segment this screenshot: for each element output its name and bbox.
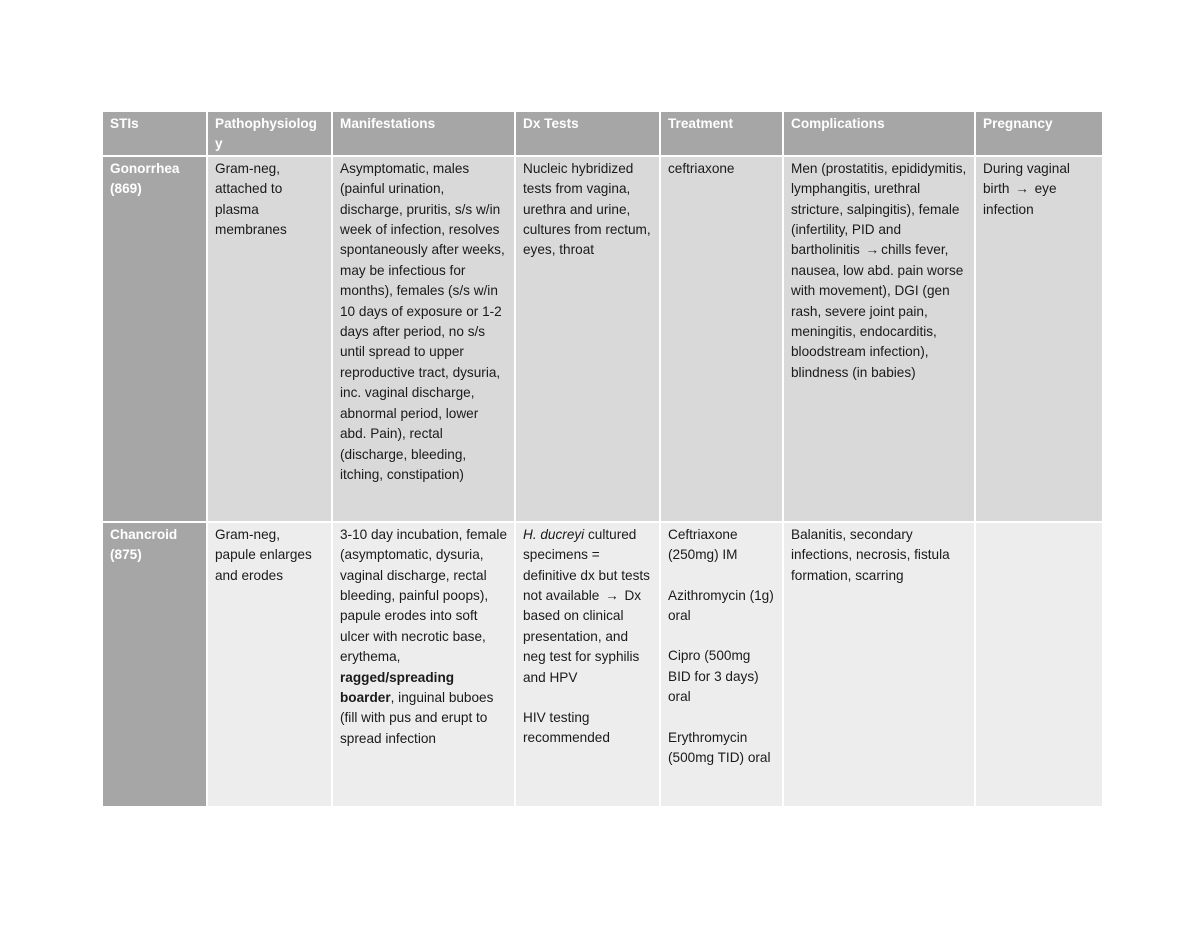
complications-text-part2: chills fever, nausea, low abd. pain worse with movement), DGI (gen rash, severe joint pain, meningitis, endocarditis, bloodstream infection), blindness (in babies) xyxy=(791,242,964,380)
complications-cell xyxy=(783,156,975,522)
treatment-cell xyxy=(660,522,783,807)
organism-name: H. ducreyi xyxy=(523,526,585,542)
manifestations-bold-text: ragged/spreading boarder xyxy=(340,669,455,706)
pregnancy-cell xyxy=(975,156,1103,522)
treatment-option: Azithromycin (1g) oral xyxy=(668,587,774,624)
sti-comparison-table xyxy=(101,110,1104,808)
treatment-option: Erythromycin (500mg TID) oral xyxy=(668,729,771,766)
header-stis: STIs xyxy=(102,111,207,156)
table-header xyxy=(102,111,1103,156)
header-manifestations: Manifestations xyxy=(332,111,515,156)
pathophysiology-cell: Gram-neg, attached to plasma membranes xyxy=(207,156,332,522)
header-dx-tests: Dx Tests xyxy=(515,111,660,156)
treatment-option: Ceftriaxone (250mg) IM xyxy=(668,526,738,563)
sti-name-cell: Gonorrhea (869) xyxy=(102,156,207,522)
dx-tests-text-part1: cultured specimens = definitive dx but tests not available xyxy=(523,526,650,604)
header-complications: Complications xyxy=(783,111,975,156)
manifestations-cell: Asymptomatic, males (painful urination, discharge, pruritis, s/s w/in week of infection, resolves spontaneously after weeks, may be infectious for months), females (s/s w/in 10 days of exposure or 1-2 days after period, no s/s until spread to upper reproductive tract, dysuria, inc. vaginal discharge, abnormal period, lower abd. Pain), rectal (discharge, bleeding, itching, constipation) xyxy=(332,156,515,522)
table-row xyxy=(102,156,1103,522)
manifestations-text-part1: 3-10 day incubation, female (asymptomatic, dysuria, vaginal discharge, rectal bleeding, painful poops), papule erodes into soft ulcer with necrotic base, erythema, xyxy=(340,526,508,665)
arrow-right-icon: → xyxy=(865,242,880,258)
treatment-cell: ceftriaxone xyxy=(660,156,783,522)
treatment-option: Cipro (500mg BID for 3 days) oral xyxy=(668,648,759,705)
header-pregnancy: Pregnancy xyxy=(975,111,1103,156)
dx-tests-cell xyxy=(515,522,660,807)
dx-tests-text-part2: Dx based on clinical presentation, and neg test for syphilis and HPV xyxy=(523,588,642,685)
dx-tests-cell: Nucleic hybridized tests from vagina, urethra and urine, cultures from rectum, eyes, throat xyxy=(515,156,660,522)
manifestations-cell xyxy=(332,522,515,807)
header-row xyxy=(102,111,1103,156)
hiv-testing-note: HIV testing recommended xyxy=(523,710,610,746)
table-body xyxy=(102,156,1103,807)
table-row xyxy=(102,522,1103,807)
complications-cell: Balanitis, secondary infections, necrosis, fistula formation, scarring xyxy=(783,522,975,807)
arrow-right-icon: → xyxy=(1015,181,1029,197)
pregnancy-text-part1: During vaginal birth xyxy=(983,160,1070,197)
sti-name-cell: Chancroid (875) xyxy=(102,522,207,807)
arrow-right-icon: → xyxy=(605,588,619,604)
complications-text-part1: Men (prostatitis, epididymitis, lymphangitis, urethral stricture, salpingitis), female (infertility, PID and bartholinitis xyxy=(791,160,967,258)
pregnancy-cell xyxy=(975,522,1103,807)
dx-tests-paragraph xyxy=(523,525,652,688)
pregnancy-text-part2: eye infection xyxy=(983,181,1057,217)
pathophysiology-cell: Gram-neg, papule enlarges and erodes xyxy=(207,522,332,807)
manifestations-text-part2: , inguinal buboes (fill with pus and erupt to spread infection xyxy=(340,690,494,746)
header-treatment: Treatment xyxy=(660,111,783,156)
header-pathophysiology: Pathophysiology xyxy=(207,111,332,156)
